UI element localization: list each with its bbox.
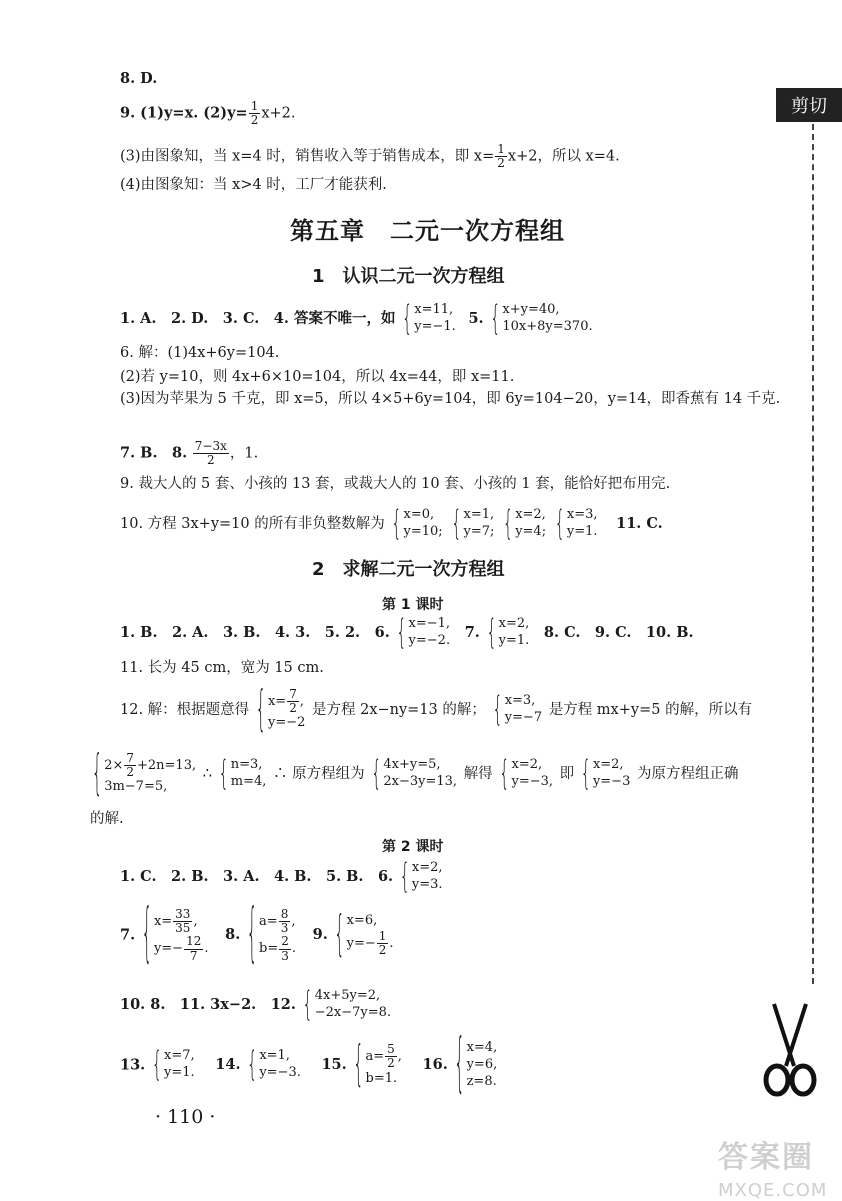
s2-l1-row-1: 1. B. 2. A. 3. B. 4. 3. 5. 2. 6. { x=−1, y=−2. 7. { x=2, y=1. 8. C. 9. C. 10. B. bbox=[120, 611, 694, 652]
s1-q6: 6. 解：(1)4x+6y=104. bbox=[120, 345, 280, 361]
s1-q10: 10. 方程 3x+y=10 的所有非负整数解为 { x=0, y=10; { x=1, y=7; { x=2, y=4; { x=3, y=1. 11. C. bbox=[120, 502, 663, 543]
scissors-icon bbox=[760, 1000, 820, 1100]
answer-8: 8. D. bbox=[120, 70, 158, 87]
watermark-url: MXQE.COM bbox=[718, 1180, 828, 1201]
s1-row-1: 1. A. 2. D. 3. C. 4. 答案不唯一，如 { x=11, y=−1. 5. { x+y=40, 10x+8y=370. bbox=[120, 297, 593, 338]
answer-9: 9. (1)y=x. (2)y= $\frac{1}{2}$ x+2. bbox=[120, 99, 296, 128]
answer-9-3: (3)由图象知，当 x=4 时，销售收入等于销售成本，即 x= $\frac{1}{2}$ x+2，所以 x=4. bbox=[120, 142, 620, 171]
watermark: 答案圈 MXQE.COM bbox=[718, 1140, 828, 1201]
lesson-2-title: 第 2 课时 bbox=[382, 839, 444, 855]
answer-9-4: (4)由图象知：当 x>4 时，工厂才能获利. bbox=[120, 177, 387, 193]
cut-tab: 剪切 bbox=[776, 88, 842, 122]
s2-l1-q12-end: 的解. bbox=[90, 811, 124, 827]
s1-q6-2: (2)若 y=10，则 4x+6×10=104，所以 4x=44，即 x=11. bbox=[120, 369, 515, 385]
s2-l1-q12-cont: { 2× $\frac{7}{2}$ +2n=13, 3m−7=5, ∴ { n=3, m=4, ∴ 原方程组为 { 4x+y=5, 2x−3y=13, 解得 { x=2, y=−3, 即 { x=2, y=−3 为原方程组正确 bbox=[92, 744, 739, 802]
s1-q7-8: 7. B. 8. $\frac{7-3x}{2}$ ，1. bbox=[120, 439, 259, 468]
s2-l1-q11: 11. 长为 45 cm，宽为 15 cm. bbox=[120, 660, 324, 676]
chapter-title: 第五章 二元一次方程组 bbox=[290, 217, 565, 245]
s2-l2-row-2: 7. { x= $\frac{33}{35}$ , y=− $\frac{12}{7}$ . 8. { a= $\frac{8}{3}$ , b= $\frac{2}{3}$ . 9. { x=6, y=− $\frac{1}{2}$ . bbox=[120, 895, 394, 972]
s1-q6-3: (3)因为苹果为 5 千克，即 x=5，所以 4×5+6y=104，即 6y=104−20，y=14，即香蕉有 14 千克. bbox=[120, 391, 781, 407]
s1-q9: 9. 裁大人的 5 套、小孩的 13 套，或裁大人的 10 套、小孩的 1 套，能恰好把布用完. bbox=[120, 476, 671, 492]
s2-l2-row-3: 10. 8. 11. 3x−2. 12. { 4x+5y=2, −2x−7y=8. bbox=[120, 983, 392, 1024]
s2-l1-q12: 12. 解：根据题意得 { x= $\frac{7}{2}$ , y=−2 是方程 2x−ny=13 的解； { x=3, y=−7 是方程 mx+y=5 的解，所以有 bbox=[120, 680, 753, 738]
page-number: · 110 · bbox=[155, 1106, 216, 1128]
section-1-title: 1 认识二元一次方程组 bbox=[312, 266, 505, 287]
s2-l2-row-1: 1. C. 2. B. 3. A. 4. B. 5. B. 6. { x=2, y=3. bbox=[120, 855, 443, 896]
section-2-title: 2 求解二元一次方程组 bbox=[312, 559, 505, 580]
lesson-1-title: 第 1 课时 bbox=[382, 597, 444, 613]
s2-l2-row-4: 13. { x=7, y=1. 14. { x=1, y=−3. 15. { a= $\frac{5}{2}$ , b=1. 16. { x=4, y=6, z=8. bbox=[120, 1025, 498, 1102]
cut-line bbox=[812, 124, 814, 984]
